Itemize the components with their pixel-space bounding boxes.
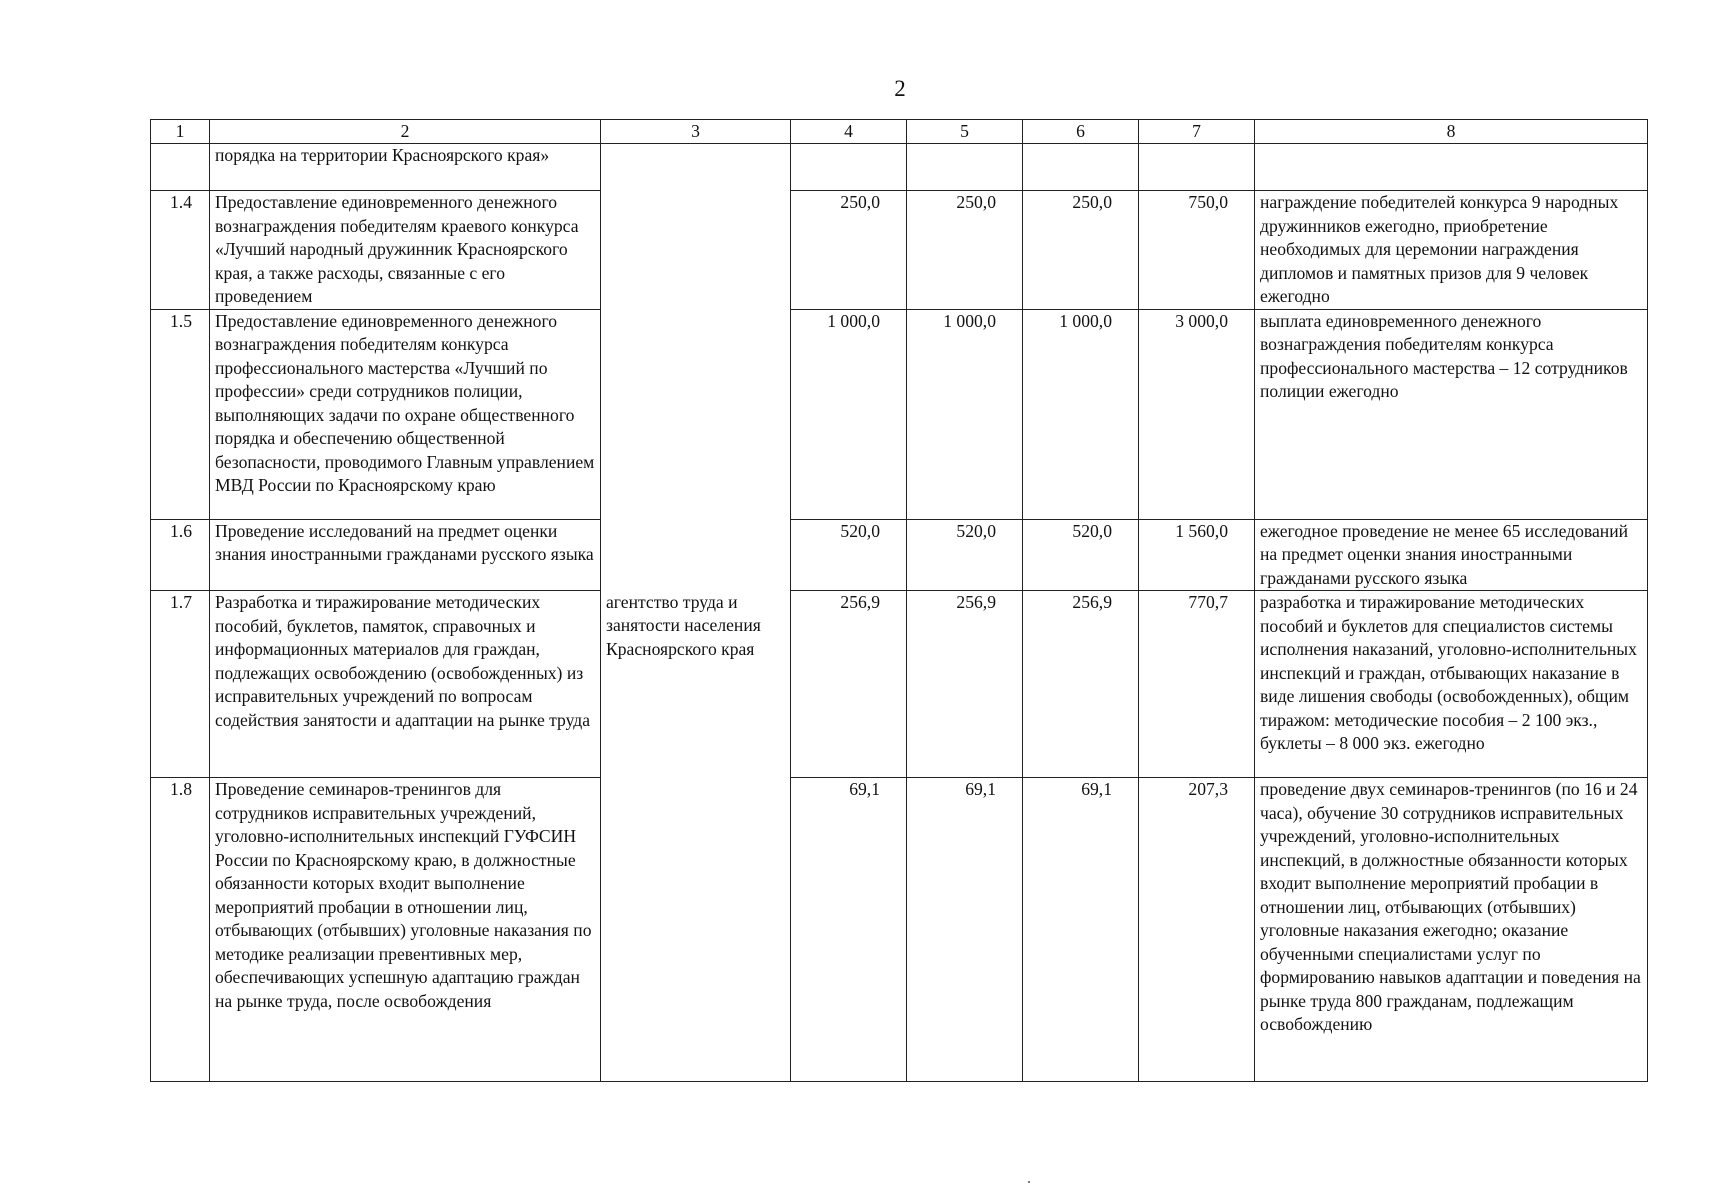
- item-number: 1.7: [151, 591, 210, 778]
- item-number: [151, 144, 210, 191]
- table-row: [151, 591, 1648, 778]
- item-number: 1.6: [151, 519, 210, 591]
- column-number-8: 8: [1255, 120, 1648, 144]
- table-row: [151, 309, 1648, 519]
- item-name: Проведение исследований на предмет оценки знания иностранными гражданами русского языка: [210, 519, 601, 591]
- value-total: 3 000,0: [1139, 309, 1255, 519]
- item-name: Разработка и тиражирование методических пособий, буклетов, памяток, справочных и информационных материалов для граждан, подлежащих освобождению (освобожденных) из исправительных учреждений по вопросам содействия занятости и адаптации на рынке труда: [210, 591, 601, 778]
- agency-cell-empty: [601, 144, 791, 591]
- value-year-2: 1 000,0: [907, 309, 1023, 519]
- value-year-2: 250,0: [907, 191, 1023, 310]
- item-number: 1.8: [151, 778, 210, 1082]
- value-year-2: [907, 144, 1023, 191]
- item-name: Проведение семинаров-тренингов для сотрудников исправительных учреждений, уголовно-исполнительных инспекций ГУФСИН России по Красноярскому краю, в должностные обязанности которых входит выполнение мероприятий пробации в отношении лиц, отбывающих (отбывших) уголовные наказания по методике реализации превентивных мер, обеспечивающих успешную адаптацию граждан на рынке труда, после освобождения: [210, 778, 601, 1082]
- value-year-1: 520,0: [791, 519, 907, 591]
- agency-cell: агентство труда и занятости населения Красноярского края: [601, 591, 791, 778]
- item-result: проведение двух семинаров-тренингов (по 16 и 24 часа), обучение 30 сотрудников исправительных учреждений, уголовно-исполнительных инспекций, в должностные обязанности которых входит выполнение мероприятий пробации в отношении лиц, отбывающих (отбывших) уголовные наказания ежегодно; оказание обученными специалистами услуг по формированию навыков адаптации и поведения на рынке труда 800 гражданам, подлежащим освобождению: [1255, 778, 1648, 1082]
- item-name: Предоставление единовременного денежного вознаграждения победителям краевого конкурса «Лучший народный дружинник Красноярского края, а также расходы, связанные с его проведением: [210, 191, 601, 310]
- scan-speck: [1028, 1181, 1030, 1183]
- value-year-2: 256,9: [907, 591, 1023, 778]
- value-year-1: [791, 144, 907, 191]
- agency-cell-empty: [601, 778, 791, 1082]
- value-year-2: 69,1: [907, 778, 1023, 1082]
- value-year-3: [1023, 144, 1139, 191]
- item-result: награждение победителей конкурса 9 народных дружинников ежегодно, приобретение необходимых для церемонии награждения дипломов и памятных призов для 9 человек ежегодно: [1255, 191, 1648, 310]
- column-number-1: 1: [151, 120, 210, 144]
- table-row: [151, 519, 1648, 591]
- table-row: [151, 144, 1648, 191]
- column-number-3: 3: [601, 120, 791, 144]
- measures-table: [150, 119, 1648, 1082]
- item-result: [1255, 144, 1648, 191]
- value-year-3: 69,1: [1023, 778, 1139, 1082]
- value-year-3: 520,0: [1023, 519, 1139, 591]
- item-name: Предоставление единовременного денежного вознаграждения победителям конкурса профессионального мастерства «Лучший по профессии» среди сотрудников полиции, выполняющих задачи по охране общественного порядка и обеспечению общественной безопасности, проводимого Главным управлением МВД России по Красноярскому краю: [210, 309, 601, 519]
- item-result: разработка и тиражирование методических пособий и буклетов для специалистов системы исполнения наказаний, уголовно-исполнительных инспекций и граждан, отбывающих наказание в виде лишения свободы (освобожденных), общим тиражом: методические пособия – 2 100 экз., буклеты – 8 000 экз. ежегодно: [1255, 591, 1648, 778]
- column-number-6: 6: [1023, 120, 1139, 144]
- table-row: [151, 191, 1648, 310]
- column-number-2: 2: [210, 120, 601, 144]
- value-year-1: 1 000,0: [791, 309, 907, 519]
- item-name: порядка на территории Красноярского края»: [210, 144, 601, 191]
- table-row: [151, 778, 1648, 1082]
- value-total: 770,7: [1139, 591, 1255, 778]
- value-total: 1 560,0: [1139, 519, 1255, 591]
- value-total: [1139, 144, 1255, 191]
- value-year-3: 250,0: [1023, 191, 1139, 310]
- column-number-5: 5: [907, 120, 1023, 144]
- value-total: 207,3: [1139, 778, 1255, 1082]
- page-number: 2: [894, 76, 906, 101]
- column-number-row: [151, 120, 1648, 144]
- item-number: 1.5: [151, 309, 210, 519]
- value-year-1: 256,9: [791, 591, 907, 778]
- value-year-1: 69,1: [791, 778, 907, 1082]
- column-number-7: 7: [1139, 120, 1255, 144]
- value-year-3: 256,9: [1023, 591, 1139, 778]
- value-total: 750,0: [1139, 191, 1255, 310]
- column-number-4: 4: [791, 120, 907, 144]
- item-result: выплата единовременного денежного вознаграждения победителям конкурса профессионального мастерства – 12 сотрудников полиции ежегодно: [1255, 309, 1648, 519]
- item-number: 1.4: [151, 191, 210, 310]
- value-year-2: 520,0: [907, 519, 1023, 591]
- item-result: ежегодное проведение не менее 65 исследований на предмет оценки знания иностранными гражданами русского языка: [1255, 519, 1648, 591]
- value-year-3: 1 000,0: [1023, 309, 1139, 519]
- value-year-1: 250,0: [791, 191, 907, 310]
